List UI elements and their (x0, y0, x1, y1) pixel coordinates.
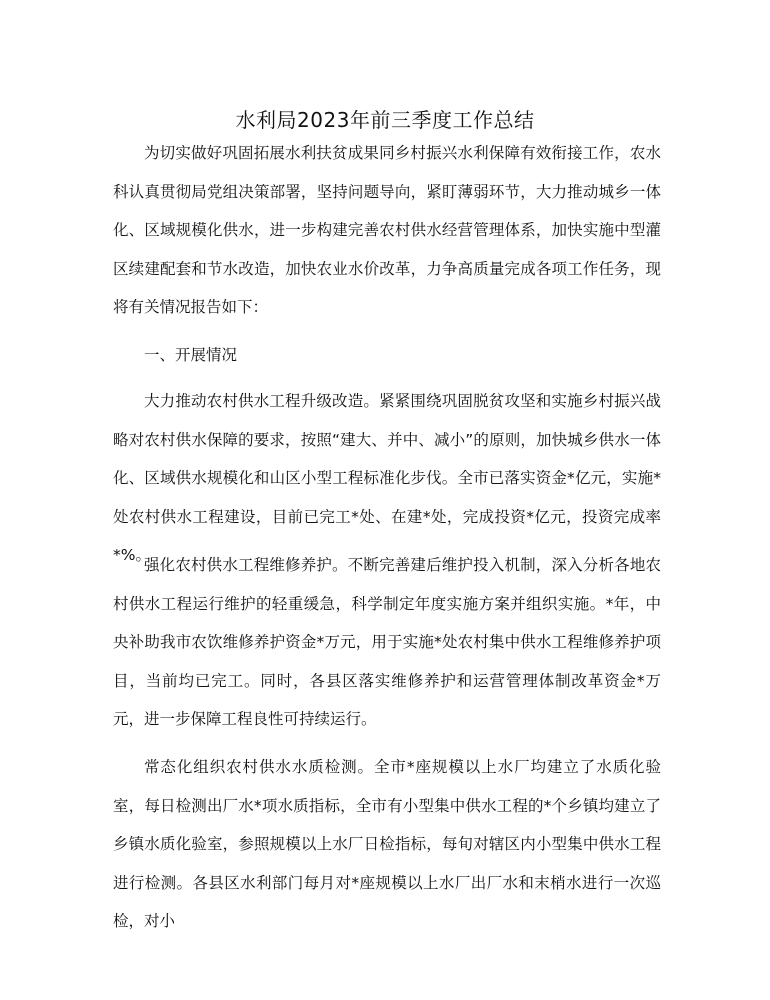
document-title: 水利局2023年前三季度工作总结 (235, 108, 535, 132)
intro-paragraph: 为切实做好巩固拓展水利扶贫成果同乡村振兴水利保障有效衔接工作，农水科认真贯彻局党组决策部署，坚持问题导向，紧盯薄弱环节，大力推动城乡一体化、区域规模化供水，进一步构建完善农村供水经营管理体系，加快实施中型灌区续建配套和节水改造，加快农业水价改革，力争高质量完成各项工作任务，现将有关情况报告如下： (113, 144, 661, 316)
paragraph-quality: 常态化组织农村供水水质检测。全市*座规模以上水厂均建立了水质化验室，每日检测出厂水*项水质指标，全市有小型集中供水工程的*个乡镇均建立了乡镇水质化验室，参照规模以上水厂日检指标，每旬对辖区内小型集中供水工程进行检测。各县区水利部门每月对*座规模以上水厂出厂水和末梢水进行一次巡检，对小 (113, 758, 661, 930)
paragraph-maintenance: 强化农村供水工程维修养护。不断完善建后维护投入机制，深入分析各地农村供水工程运行维护的轻重缓急，科学制定年度实施方案并组织实施。*年，中央补助我市农饮维修养护资金*万元，用于实施*处农村集中供水工程维修养护项目，当前均已完工。同时，各县区落实维修养护和运营管理体制改革资金*万元，进一步保障工程良性可持续运行。 (113, 556, 661, 728)
section-heading: 一、开展情况 (144, 346, 238, 364)
paragraph-upgrade: 大力推动农村供水工程升级改造。紧紧围绕巩固脱贫攻坚和实施乡村振兴战略对农村供水保障的要求，按照“建大、并中、减小”的原则，加快城乡供水一体化、区域供水规模化和山区小型工程标准化步伐。全市已落实资金*亿元，实施*处农村供水工程建设，目前已完工*处、在建*处，完成投资*亿元，投资完成率*%。 (113, 392, 661, 564)
